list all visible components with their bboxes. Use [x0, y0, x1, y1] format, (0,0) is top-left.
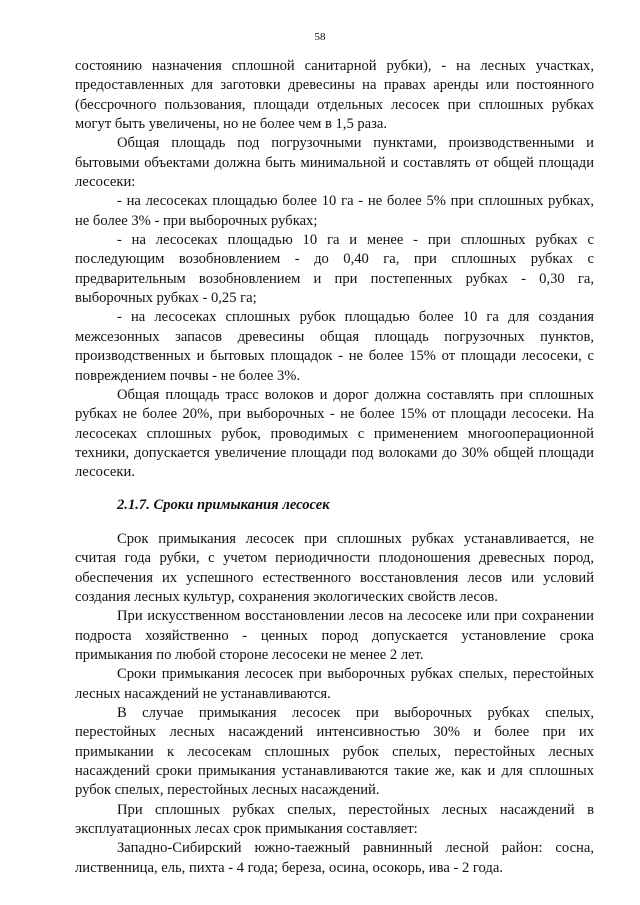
paragraph-total-area: Общая площадь под погрузочными пунктами, производственными и бытовыми объектами должна быть минимальной и составлять от общей площади лесосеки: [75, 135, 594, 191]
paragraph-forest-region: Западно-Сибирский южно-таежный равнинный лесной район: сосна, лиственница, ель, пихта - 4 года; береза, осина, осокорь, ива - 2 года. [75, 840, 594, 876]
paragraph-exploitation-forests: При сплошных рубках спелых, перестойных лесных насаждений в эксплуатационных лесах срок примыкания составляет: [75, 801, 594, 838]
paragraph-trails-and-roads: Общая площадь трасс волоков и дорог должна составлять при сплошных рубках не более 20%, при выборочных - не более 15% от площади лесосеки. На лесосеках сплошных рубок, проводимых с применением многооперационной техники, допускается увеличение площади под волоками до 30% общей площади лесосеки. [75, 386, 594, 481]
paragraph-selective-30-percent: В случае примыкания лесосек при выборочных рубках спелых, перестойных лесных насаждений интенсивностью 30% и более при их примыкании к лесосекам сплошных рубок спелых, перестойных лесных насаждений сроки примыкания устанавливаются такие же, как и для сплошных рубок спелых, перестойных лесных насаждений. [75, 705, 594, 799]
paragraph-selective-no-limit: Сроки примыкания лесосек при выборочных рубках спелых, перестойных лесных насаждений не устанавливаются. [75, 666, 594, 702]
paragraph-artificial-restoration: При искусственном восстановлении лесов на лесосеке или при сохранении подроста хозяйственно - ценных пород допускается установление срока примыкания по любой стороне лесосеки не менее 2 лет. [75, 608, 594, 663]
list-item-seasonal-reserves: - на лесосеках сплошных рубок площадью более 10 га для создания межсезонных запасов древесины общая площадь погрузочных пунктов, производственных и бытовых площадок - не более 15% от площади лесосеки, с повреждением почвы - не более 3%. [75, 309, 594, 384]
section-heading: 2.1.7. Сроки примыкания лесосек [117, 496, 330, 513]
page-number: 58 [314, 31, 326, 43]
list-item-over-10ha: - на лесосеках площадью более 10 га - не более 5% при сплошных рубках, не более 3% - при выборочных рубках; [75, 193, 594, 229]
paragraph-adjacency-clearcut: Срок примыкания лесосек при сплошных рубках устанавливается, не считая года рубки, с учетом периодичности плодоношения древесных пород, обеспечения их успешного естественного восстановления лесов или условий создания лесных культур, сохранения экологических свойств лесов. [75, 530, 594, 605]
document-body [75, 57, 594, 878]
paragraph-continuation: состоянию назначения сплошной санитарной рубки), - на лесных участках, предоставленных для заготовки древесины на правах аренды или постоянного (бессрочного пользования, площади отдельных лесосек при сплошных рубках могут быть увеличены, но не более чем в 1,5 раза. [75, 58, 594, 133]
list-item-10ha-and-less: - на лесосеках площадью 10 га и менее - при сплошных рубках с последующим возобновлением - до 0,40 га, при сплошных рубках с предварительным возобновлением и при постепенных рубках - 0,30 га, выборочных рубках - 0,25 га; [75, 232, 594, 307]
